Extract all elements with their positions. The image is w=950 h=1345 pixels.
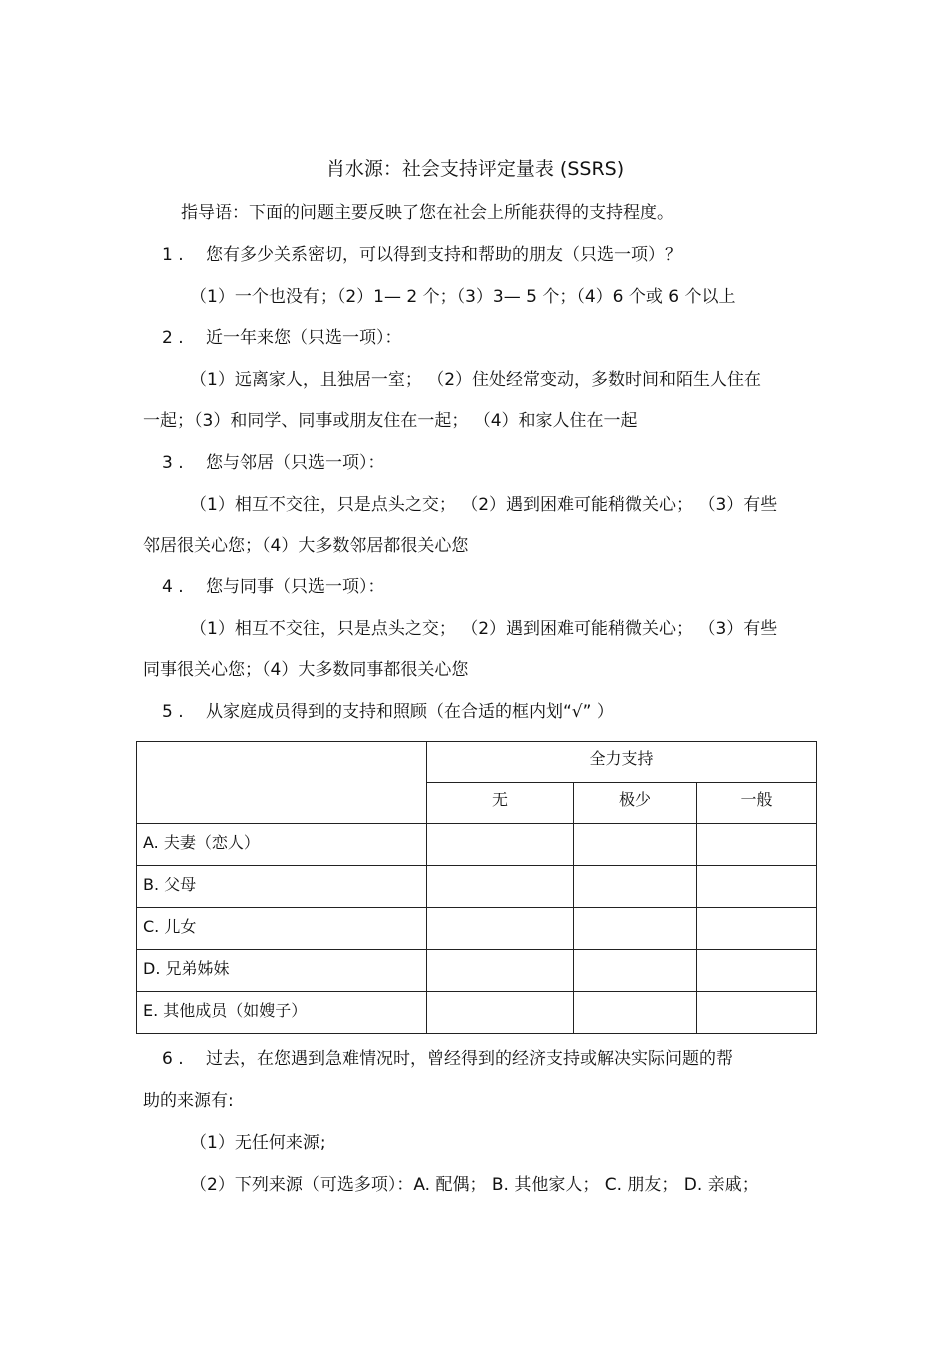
question-2-options-line1: （1）远离家人，且独居一室； （2）住处经常变动，多数时间和陌生人住在 — [190, 370, 762, 390]
question-6-option2: （2）下列来源（可选多项）：A. 配偶； B. 其他家人； C. 朋友； D. 亲戚； — [190, 1175, 759, 1195]
checkbox-cell[interactable] — [427, 950, 574, 992]
table-column-header: 极少 — [574, 783, 697, 824]
table-row — [137, 866, 817, 908]
checkbox-cell[interactable] — [427, 866, 574, 908]
table-row — [137, 908, 817, 950]
question-text: 您与邻居（只选一项）： — [206, 453, 385, 473]
question-5 — [162, 701, 614, 723]
family-support-table — [136, 741, 817, 1034]
question-3-options-line2: 邻居很关心您；（4）大多数邻居都很关心您 — [143, 536, 469, 556]
question-6-text-line2: 助的来源有: — [143, 1091, 234, 1111]
question-1 — [162, 244, 682, 266]
question-6-option1: （1）无任何来源; — [190, 1133, 326, 1153]
question-3-options-line1: （1）相互不交往，只是点头之交； （2）遇到困难可能稍微关心； （3）有些 — [190, 495, 778, 515]
checkbox-cell[interactable] — [574, 908, 697, 950]
question-number: 4 . — [162, 577, 184, 597]
checkbox-cell[interactable] — [574, 866, 697, 908]
checkbox-cell[interactable] — [427, 992, 574, 1034]
table-row-label: C. 儿女 — [137, 908, 427, 950]
question-4-options-line1: （1）相互不交往，只是点头之交； （2）遇到困难可能稍微关心； （3）有些 — [190, 619, 778, 639]
question-2-options-line2: 一起；（3）和同学、同事或朋友住在一起； （4）和家人住在一起 — [143, 411, 638, 431]
question-4-options-line2: 同事很关心您；（4）大多数同事都很关心您 — [143, 660, 469, 680]
question-text: 您有多少关系密切，可以得到支持和帮助的朋友（只选一项）？ — [206, 245, 682, 265]
checkbox-cell[interactable] — [574, 824, 697, 866]
question-text: 近一年来您（只选一项）： — [206, 328, 402, 348]
table-row — [137, 950, 817, 992]
table-row-label: A. 夫妻（恋人） — [137, 824, 427, 866]
table-column-header: 一般 — [697, 783, 817, 824]
checkbox-cell[interactable] — [574, 950, 697, 992]
checkbox-cell[interactable] — [697, 992, 817, 1034]
table-column-header: 无 — [427, 783, 574, 824]
question-1-options: （1）一个也没有；（2）1— 2 个；（3）3— 5 个；（4）6 个或 6 个以上 — [190, 287, 736, 307]
question-6 — [162, 1048, 733, 1070]
question-number: 6 . — [162, 1049, 184, 1069]
question-number: 2 . — [162, 328, 184, 348]
table-row — [137, 992, 817, 1034]
question-4 — [162, 576, 385, 598]
checkbox-cell[interactable] — [427, 908, 574, 950]
table-group-header: 全力支持 — [427, 742, 817, 783]
question-text: 过去，在您遇到急难情况时，曾经得到的经济支持或解决实际问题的帮 — [206, 1049, 733, 1069]
checkbox-cell[interactable] — [697, 866, 817, 908]
question-text: 您与同事（只选一项）： — [206, 577, 385, 597]
checkbox-cell[interactable] — [697, 908, 817, 950]
table-corner-cell — [137, 742, 427, 824]
table-row-label: E. 其他成员（如嫂子） — [137, 992, 427, 1034]
checkbox-cell[interactable] — [697, 824, 817, 866]
table-row-label: D. 兄弟姊妹 — [137, 950, 427, 992]
question-number: 3 . — [162, 453, 184, 473]
question-number: 5 . — [162, 702, 184, 722]
page-title: 肖水源：社会支持评定量表 (SSRS) — [325, 158, 625, 180]
instruction-text: 指导语：下面的问题主要反映了您在社会上所能获得的支持程度。 — [181, 203, 674, 223]
question-text: 从家庭成员得到的支持和照顾（在合适的框内划“√” ） — [206, 702, 614, 722]
table-row-label: B. 父母 — [137, 866, 427, 908]
table-row — [137, 824, 817, 866]
checkbox-cell[interactable] — [574, 992, 697, 1034]
checkbox-cell[interactable] — [697, 950, 817, 992]
checkbox-cell[interactable] — [427, 824, 574, 866]
question-2 — [162, 327, 402, 349]
question-3 — [162, 452, 385, 474]
question-number: 1 . — [162, 245, 184, 265]
